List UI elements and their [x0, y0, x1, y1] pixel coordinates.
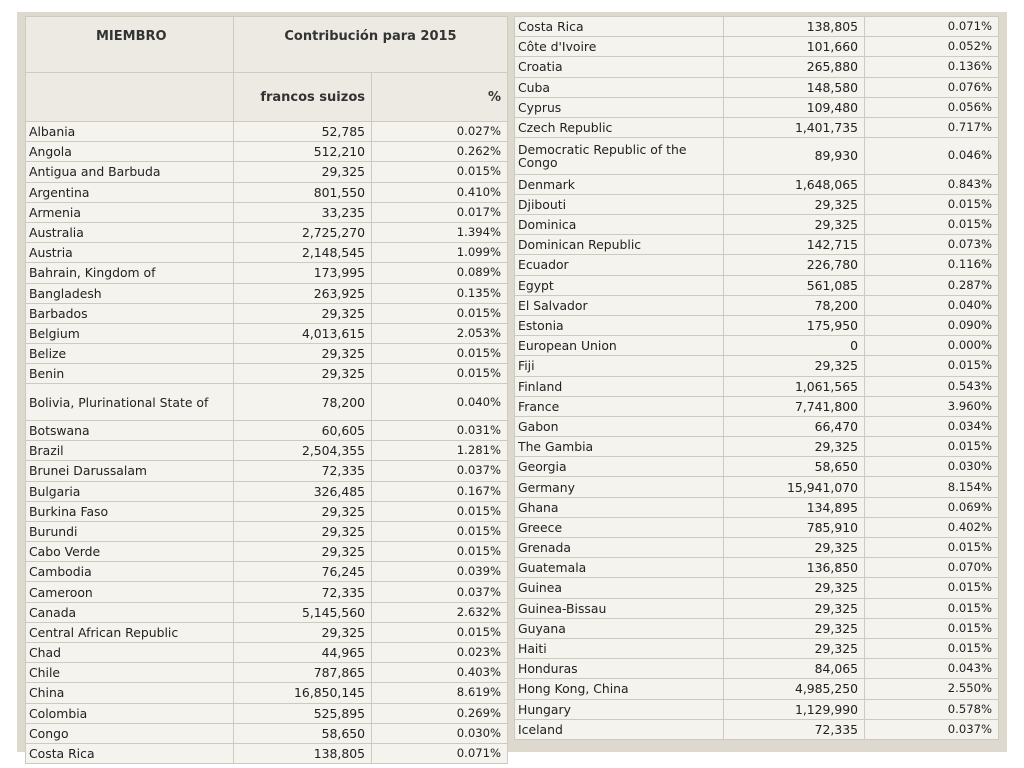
percent-cell: 0.015%: [865, 598, 999, 618]
member-cell: Antigua and Barbuda: [26, 162, 234, 182]
francs-cell: 89,930: [724, 138, 865, 175]
percent-cell: 1.099%: [372, 243, 508, 263]
table-row: [515, 618, 999, 638]
table-row: [26, 501, 508, 521]
francs-cell: 66,470: [724, 416, 865, 436]
francs-cell: 29,325: [234, 542, 372, 562]
francs-column-header: francos suizos: [234, 73, 372, 122]
member-cell: Burkina Faso: [26, 501, 234, 521]
francs-cell: 2,504,355: [234, 441, 372, 461]
table-row: [515, 679, 999, 699]
francs-cell: 16,850,145: [234, 683, 372, 703]
francs-cell: 29,325: [234, 521, 372, 541]
member-cell: Canada: [26, 602, 234, 622]
member-cell: Chad: [26, 643, 234, 663]
member-cell: Austria: [26, 243, 234, 263]
table-row: [515, 376, 999, 396]
francs-cell: 29,325: [234, 162, 372, 182]
member-cell: Iceland: [515, 719, 724, 739]
table-row: [515, 235, 999, 255]
francs-cell: 29,325: [724, 215, 865, 235]
francs-cell: 2,148,545: [234, 243, 372, 263]
francs-cell: 7,741,800: [724, 396, 865, 416]
contributions-table-right: [514, 16, 999, 740]
table-row: [515, 336, 999, 356]
member-column-header: MIEMBRO: [26, 17, 234, 73]
table-row: [515, 558, 999, 578]
member-cell: Guinea-Bissau: [515, 598, 724, 618]
percent-cell: 0.089%: [372, 263, 508, 283]
francs-cell: 138,805: [234, 743, 372, 763]
percent-cell: 0.015%: [372, 364, 508, 384]
member-cell: Brunei Darussalam: [26, 461, 234, 481]
table-row: [26, 723, 508, 743]
table-row: [26, 142, 508, 162]
francs-cell: 29,325: [234, 303, 372, 323]
francs-cell: 72,335: [234, 582, 372, 602]
member-cell: Dominica: [515, 215, 724, 235]
percent-cell: 0.015%: [865, 578, 999, 598]
table-row: [26, 344, 508, 364]
francs-cell: 138,805: [724, 17, 865, 37]
table-row: [515, 659, 999, 679]
francs-cell: 1,401,735: [724, 117, 865, 137]
table-row: [26, 622, 508, 642]
percent-cell: 0.023%: [372, 643, 508, 663]
member-cell: Djibouti: [515, 194, 724, 214]
member-cell: Belgium: [26, 323, 234, 343]
francs-cell: 561,085: [724, 275, 865, 295]
percent-cell: 0.015%: [372, 501, 508, 521]
francs-cell: 787,865: [234, 663, 372, 683]
table-row: [515, 497, 999, 517]
percent-cell: 0.135%: [372, 283, 508, 303]
member-cell: Botswana: [26, 420, 234, 440]
percent-cell: 0.030%: [372, 723, 508, 743]
member-cell: Angola: [26, 142, 234, 162]
percent-cell: 0.037%: [865, 719, 999, 739]
member-cell: Albania: [26, 122, 234, 142]
table-row: [515, 315, 999, 335]
percent-cell: 0.543%: [865, 376, 999, 396]
francs-cell: 1,061,565: [724, 376, 865, 396]
francs-cell: 29,325: [724, 578, 865, 598]
percent-cell: 0.073%: [865, 235, 999, 255]
contributions-table-left: [25, 16, 508, 764]
member-cell: Denmark: [515, 174, 724, 194]
francs-cell: 0: [724, 336, 865, 356]
francs-cell: 72,335: [724, 719, 865, 739]
member-cell: Cambodia: [26, 562, 234, 582]
francs-cell: 801,550: [234, 182, 372, 202]
table-body-left: [26, 122, 508, 764]
percent-cell: 0.410%: [372, 182, 508, 202]
member-cell: Cabo Verde: [26, 542, 234, 562]
percent-cell: 3.960%: [865, 396, 999, 416]
percent-cell: 0.717%: [865, 117, 999, 137]
francs-cell: 29,325: [724, 638, 865, 658]
francs-cell: 4,013,615: [234, 323, 372, 343]
francs-cell: 15,941,070: [724, 477, 865, 497]
percent-column-header: %: [372, 73, 508, 122]
francs-cell: 512,210: [234, 142, 372, 162]
francs-cell: 785,910: [724, 517, 865, 537]
percent-cell: 0.056%: [865, 97, 999, 117]
table-row: [515, 275, 999, 295]
member-cell: Finland: [515, 376, 724, 396]
francs-cell: 29,325: [234, 364, 372, 384]
francs-cell: 52,785: [234, 122, 372, 142]
percent-cell: 0.040%: [372, 384, 508, 421]
member-subheader-blank: [26, 73, 234, 122]
table-row: [515, 37, 999, 57]
table-row: [515, 638, 999, 658]
percent-cell: 0.043%: [865, 659, 999, 679]
table-row: [515, 77, 999, 97]
percent-cell: 0.015%: [372, 344, 508, 364]
percent-cell: 0.843%: [865, 174, 999, 194]
table-row: [26, 643, 508, 663]
member-cell: Colombia: [26, 703, 234, 723]
member-cell: Côte d'Ivoire: [515, 37, 724, 57]
percent-cell: 0.071%: [372, 743, 508, 763]
table-row: [26, 542, 508, 562]
table-row: [26, 283, 508, 303]
francs-cell: 1,648,065: [724, 174, 865, 194]
percent-cell: 0.015%: [372, 303, 508, 323]
percent-cell: 0.015%: [865, 618, 999, 638]
francs-cell: 101,660: [724, 37, 865, 57]
table-row: [515, 215, 999, 235]
percent-cell: 0.052%: [865, 37, 999, 57]
francs-cell: 29,325: [724, 538, 865, 558]
member-cell: Ghana: [515, 497, 724, 517]
francs-cell: 84,065: [724, 659, 865, 679]
member-cell: Democratic Republic of the Congo: [515, 138, 724, 175]
percent-cell: 0.015%: [372, 622, 508, 642]
francs-cell: 33,235: [234, 202, 372, 222]
francs-cell: 29,325: [724, 356, 865, 376]
table-row: [515, 396, 999, 416]
member-cell: Benin: [26, 364, 234, 384]
table-row: [515, 295, 999, 315]
percent-cell: 0.037%: [372, 582, 508, 602]
table-row: [26, 582, 508, 602]
table-row: [515, 598, 999, 618]
francs-cell: 29,325: [724, 194, 865, 214]
table-row: [515, 17, 999, 37]
francs-cell: 175,950: [724, 315, 865, 335]
table-row: [26, 202, 508, 222]
percent-cell: 0.030%: [865, 457, 999, 477]
percent-cell: 0.015%: [865, 638, 999, 658]
table-row: [26, 683, 508, 703]
percent-cell: 2.550%: [865, 679, 999, 699]
table-row: [26, 364, 508, 384]
member-cell: Honduras: [515, 659, 724, 679]
percent-cell: 0.015%: [865, 215, 999, 235]
table-row: [515, 416, 999, 436]
member-cell: Guyana: [515, 618, 724, 638]
percent-cell: 0.031%: [372, 420, 508, 440]
table-row: [515, 194, 999, 214]
table-row: [26, 303, 508, 323]
francs-cell: 173,995: [234, 263, 372, 283]
francs-cell: 1,129,990: [724, 699, 865, 719]
table-row: [515, 117, 999, 137]
table-row: [26, 481, 508, 501]
member-cell: Burundi: [26, 521, 234, 541]
table-row: [26, 441, 508, 461]
member-cell: The Gambia: [515, 437, 724, 457]
francs-cell: 72,335: [234, 461, 372, 481]
percent-cell: 0.116%: [865, 255, 999, 275]
percent-cell: 0.287%: [865, 275, 999, 295]
francs-cell: 58,650: [724, 457, 865, 477]
member-cell: Costa Rica: [515, 17, 724, 37]
percent-cell: 0.015%: [372, 162, 508, 182]
percent-cell: 0.046%: [865, 138, 999, 175]
percent-cell: 0.076%: [865, 77, 999, 97]
table-row: [26, 602, 508, 622]
table-row: [26, 703, 508, 723]
francs-cell: 2,725,270: [234, 222, 372, 242]
francs-cell: 265,880: [724, 57, 865, 77]
francs-cell: 134,895: [724, 497, 865, 517]
member-cell: Costa Rica: [26, 743, 234, 763]
francs-cell: 78,200: [234, 384, 372, 421]
percent-cell: 0.039%: [372, 562, 508, 582]
table-row: [26, 122, 508, 142]
percent-cell: 0.015%: [865, 194, 999, 214]
member-cell: Georgia: [515, 457, 724, 477]
percent-cell: 0.578%: [865, 699, 999, 719]
table-row: [515, 699, 999, 719]
member-cell: Cuba: [515, 77, 724, 97]
percent-cell: 0.037%: [372, 461, 508, 481]
francs-cell: 148,580: [724, 77, 865, 97]
table-row: [26, 323, 508, 343]
table-row: [515, 457, 999, 477]
francs-cell: 263,925: [234, 283, 372, 303]
percent-cell: 0.034%: [865, 416, 999, 436]
member-cell: Australia: [26, 222, 234, 242]
table-row: [515, 578, 999, 598]
francs-cell: 29,325: [234, 622, 372, 642]
percent-cell: 1.281%: [372, 441, 508, 461]
percent-cell: 1.394%: [372, 222, 508, 242]
member-cell: Gabon: [515, 416, 724, 436]
table-row: [26, 384, 508, 421]
percent-cell: 0.269%: [372, 703, 508, 723]
francs-cell: 4,985,250: [724, 679, 865, 699]
member-cell: Czech Republic: [515, 117, 724, 137]
member-cell: China: [26, 683, 234, 703]
member-cell: Germany: [515, 477, 724, 497]
header-row: [26, 17, 508, 73]
francs-cell: 60,605: [234, 420, 372, 440]
member-cell: Cyprus: [515, 97, 724, 117]
table-row: [515, 437, 999, 457]
francs-cell: 525,895: [234, 703, 372, 723]
francs-cell: 44,965: [234, 643, 372, 663]
member-cell: Estonia: [515, 315, 724, 335]
member-cell: Argentina: [26, 182, 234, 202]
member-cell: Cameroon: [26, 582, 234, 602]
table-row: [26, 521, 508, 541]
member-cell: Bahrain, Kingdom of: [26, 263, 234, 283]
francs-cell: 76,245: [234, 562, 372, 582]
francs-cell: 29,325: [724, 437, 865, 457]
member-cell: Hungary: [515, 699, 724, 719]
percent-cell: 0.090%: [865, 315, 999, 335]
member-cell: El Salvador: [515, 295, 724, 315]
member-cell: Bolivia, Plurinational State of: [26, 384, 234, 421]
francs-cell: 326,485: [234, 481, 372, 501]
table-row: [26, 562, 508, 582]
member-cell: Bulgaria: [26, 481, 234, 501]
member-cell: Haiti: [515, 638, 724, 658]
table-row: [26, 663, 508, 683]
percent-cell: 2.632%: [372, 602, 508, 622]
table-row: [26, 743, 508, 763]
table-row: [515, 477, 999, 497]
francs-cell: 29,325: [724, 618, 865, 638]
percent-cell: 8.154%: [865, 477, 999, 497]
table-row: [26, 263, 508, 283]
francs-cell: 142,715: [724, 235, 865, 255]
percent-cell: 0.403%: [372, 663, 508, 683]
member-cell: Croatia: [515, 57, 724, 77]
table-row: [26, 243, 508, 263]
member-cell: Guatemala: [515, 558, 724, 578]
percent-cell: 0.167%: [372, 481, 508, 501]
percent-cell: 0.069%: [865, 497, 999, 517]
member-cell: Ecuador: [515, 255, 724, 275]
member-cell: Greece: [515, 517, 724, 537]
percent-cell: 0.071%: [865, 17, 999, 37]
francs-cell: 58,650: [234, 723, 372, 743]
percent-cell: 0.015%: [865, 538, 999, 558]
percent-cell: 0.015%: [865, 437, 999, 457]
member-cell: Dominican Republic: [515, 235, 724, 255]
member-cell: Barbados: [26, 303, 234, 323]
percent-cell: 0.015%: [372, 542, 508, 562]
table-row: [515, 174, 999, 194]
table-row: [26, 461, 508, 481]
member-cell: Egypt: [515, 275, 724, 295]
percent-cell: 0.017%: [372, 202, 508, 222]
member-cell: Congo: [26, 723, 234, 743]
percent-cell: 0.015%: [865, 356, 999, 376]
francs-cell: 5,145,560: [234, 602, 372, 622]
member-cell: Chile: [26, 663, 234, 683]
francs-cell: 136,850: [724, 558, 865, 578]
table-row: [26, 222, 508, 242]
member-cell: Central African Republic: [26, 622, 234, 642]
member-cell: Hong Kong, China: [515, 679, 724, 699]
percent-cell: 0.070%: [865, 558, 999, 578]
table-row: [515, 538, 999, 558]
table-row: [515, 97, 999, 117]
table-body-right: [515, 17, 999, 740]
subheader-row: [26, 73, 508, 122]
member-cell: Bangladesh: [26, 283, 234, 303]
francs-cell: 109,480: [724, 97, 865, 117]
percent-cell: 0.402%: [865, 517, 999, 537]
member-cell: Brazil: [26, 441, 234, 461]
table-row: [515, 57, 999, 77]
member-cell: Guinea: [515, 578, 724, 598]
percent-cell: 0.000%: [865, 336, 999, 356]
percent-cell: 8.619%: [372, 683, 508, 703]
percent-cell: 2.053%: [372, 323, 508, 343]
francs-cell: 78,200: [724, 295, 865, 315]
percent-cell: 0.040%: [865, 295, 999, 315]
table-row: [26, 162, 508, 182]
table-row: [515, 255, 999, 275]
francs-cell: 29,325: [724, 598, 865, 618]
percent-cell: 0.136%: [865, 57, 999, 77]
member-cell: Belize: [26, 344, 234, 364]
percent-cell: 0.015%: [372, 521, 508, 541]
percent-cell: 0.262%: [372, 142, 508, 162]
table-row: [26, 182, 508, 202]
contribution-column-header: Contribución para 2015: [234, 17, 508, 73]
member-cell: Fiji: [515, 356, 724, 376]
table-row: [515, 138, 999, 175]
table-row: [515, 356, 999, 376]
table-row: [26, 420, 508, 440]
member-cell: Armenia: [26, 202, 234, 222]
member-cell: Grenada: [515, 538, 724, 558]
member-cell: European Union: [515, 336, 724, 356]
percent-cell: 0.027%: [372, 122, 508, 142]
francs-cell: 226,780: [724, 255, 865, 275]
francs-cell: 29,325: [234, 501, 372, 521]
table-row: [515, 719, 999, 739]
francs-cell: 29,325: [234, 344, 372, 364]
table-row: [515, 517, 999, 537]
member-cell: France: [515, 396, 724, 416]
